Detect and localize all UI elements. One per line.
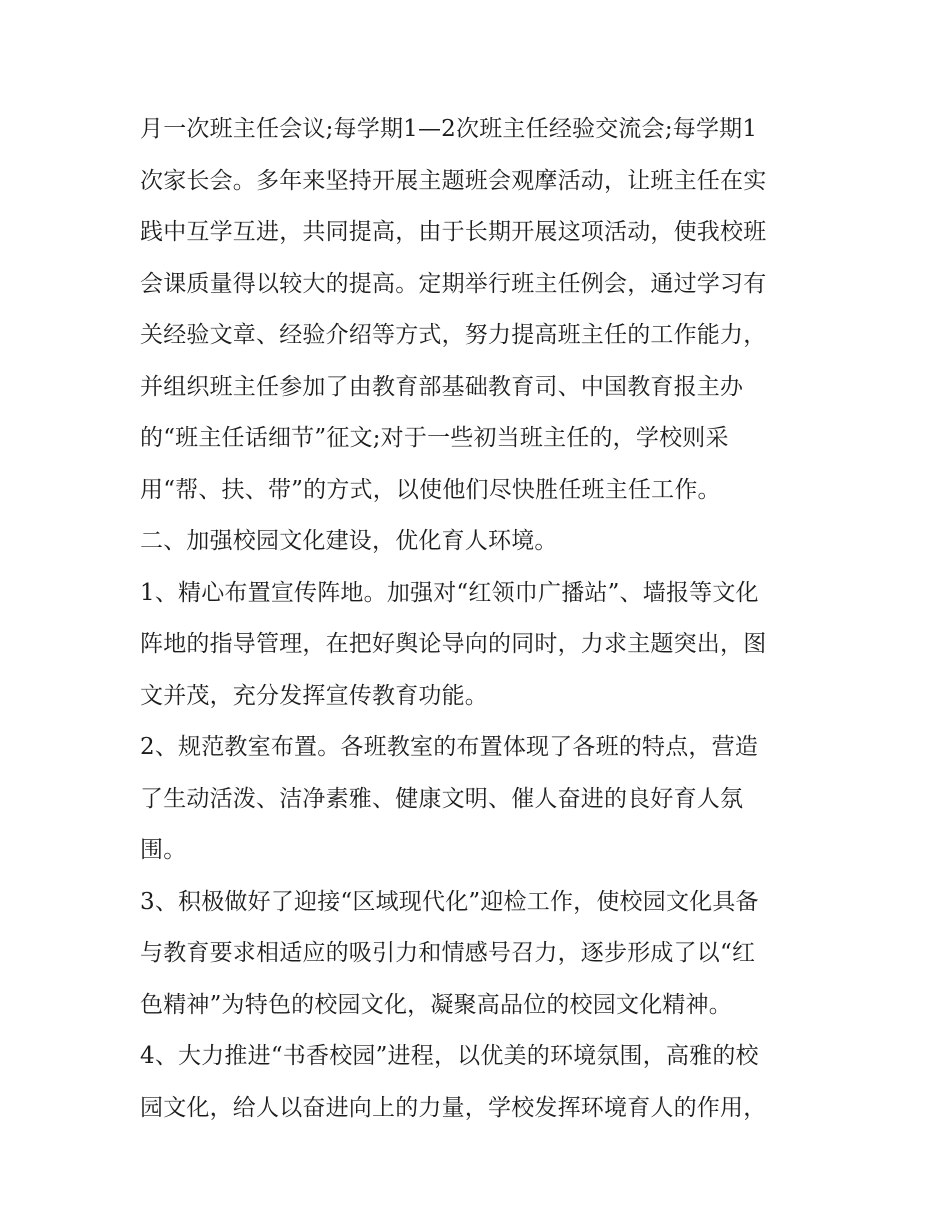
text-line: 3、积极做好了迎接“区域现代化”迎检工作，使校园文化具备 <box>140 888 759 915</box>
text-line: 园文化，给人以奋进向上的力量，学校发挥环境育人的作用， <box>140 1094 767 1121</box>
text-line: 月一次班主任会议;每学期1—2次班主任经验交流会;每学期1 <box>140 116 758 142</box>
text-line: 4、大力推进“书香校园”进程，以优美的环境氛围，高雅的校 <box>140 1043 759 1069</box>
text-line: 关经验文章、经验介绍等方式，努力提高班主任的工作能力， <box>140 322 767 348</box>
body-text <box>140 104 830 1134</box>
text-line: 围。 <box>140 837 187 863</box>
text-line: 与教育要求相适应的吸引力和情感号召力，逐步形成了以“红 <box>140 940 756 966</box>
text-line: 次家长会。多年来坚持开展主题班会观摩活动，让班主任在实 <box>140 167 767 194</box>
text-line: 阵地的指导管理，在把好舆论导向的同时，力求主题突出，图 <box>140 631 767 657</box>
text-line: 2、规范教室布置。各班教室的布置体现了各班的特点，营造 <box>140 734 759 760</box>
text-line: 1、精心布置宣传阵地。加强对“红领巾广播站”、墙报等文化 <box>140 579 759 606</box>
text-line: 并组织班主任参加了由教育部基础教育司、中国教育报主办 <box>140 373 744 400</box>
text-line: 用“帮、扶、带”的方式，以使他们尽快胜任班主任工作。 <box>140 476 721 503</box>
text-line: 践中互学互进，共同提高，由于长期开展这项活动，使我校班 <box>140 219 767 245</box>
section-heading: 二、加强校园文化建设，优化育人环境。 <box>140 528 558 554</box>
text-line: 文并茂，充分发挥宣传教育功能。 <box>140 682 488 709</box>
text-line: 了生动活泼、洁净素雅、健康文明、催人奋进的良好育人氛 <box>140 785 744 812</box>
text-line: 的“班主任话细节”征文;对于一些初当班主任的，学校则采 <box>140 425 729 451</box>
text-line: 色精神”为特色的校园文化，凝聚高品位的校园文化精神。 <box>140 991 732 1018</box>
text-line: 会课质量得以较大的提高。定期举行班主任例会，通过学习有 <box>140 270 767 297</box>
